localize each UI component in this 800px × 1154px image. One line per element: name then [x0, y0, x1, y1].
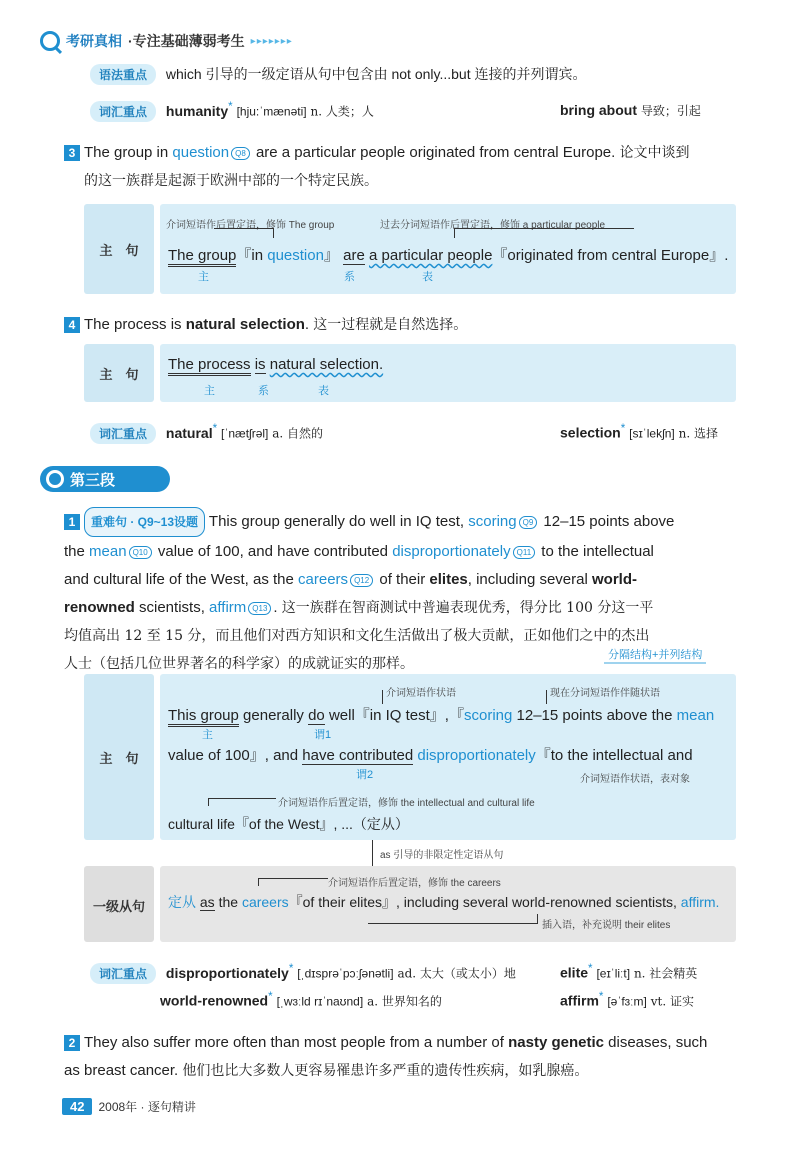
text-line [64, 1058, 744, 1084]
translation: 这一族群在智商测试中普遍表现优秀，得分比 100 分这一平 [281, 600, 654, 616]
keyword: world- [591, 571, 637, 588]
text: value of 100, and have contributed [153, 543, 393, 560]
text: The group in [84, 144, 173, 161]
annotation: 插入语，补充说明 their elites [542, 920, 671, 931]
analysis-content-cell [160, 344, 736, 402]
analysis-sentence [168, 244, 728, 265]
bracket-line [454, 228, 634, 238]
pointer-line [546, 690, 547, 704]
keyword: mean [89, 543, 127, 560]
translation: 均值高出 12 至 15 分，而且他们对西方知识和文化生活做出了极大贡献，正如他们之中的杰出 [64, 628, 650, 644]
vocab-word: affirm [560, 992, 599, 1009]
text: 『in [236, 247, 268, 264]
star-icon: * [620, 422, 626, 435]
analysis-sentence-line [168, 744, 693, 765]
bracket-line [258, 878, 328, 886]
vocab-word: bring about [560, 102, 637, 118]
vocab-word: world-renowned [160, 992, 269, 1009]
vocab-def: a. 自然的 [272, 426, 324, 441]
text: 『of their elites』, including several world-renowned scientists, [288, 894, 681, 910]
keyword: disproportionately [417, 747, 536, 764]
vocab-row-3d [560, 990, 694, 1010]
text-line [64, 539, 744, 565]
grammar-note [90, 64, 587, 85]
grammar-tag: 语法重点 [90, 64, 156, 85]
keyword: question [267, 247, 324, 264]
vocab-def: ad. 太大（或太小）地 [397, 966, 516, 981]
label-subordinate: 一级从句 [92, 899, 145, 914]
predicate: do [308, 707, 325, 724]
predicative: a particular people [369, 247, 493, 264]
sentence-4-en [64, 314, 467, 334]
text-line [64, 1030, 744, 1056]
mark-predicate-1: 谓1 [314, 729, 332, 741]
analysis-sentence-line [168, 704, 714, 725]
star-icon: * [288, 962, 294, 975]
annotation: as 引导的非限定性定语从句 [380, 850, 504, 861]
footer-title: 2008年 · 逐句精讲 [98, 1100, 196, 1114]
text: This group generally do well in IQ test, [205, 513, 469, 530]
structure-tag: 分隔结构+并列结构 [604, 646, 706, 664]
text: 『to the intellectual and [535, 747, 693, 764]
subject: This group [168, 707, 239, 727]
text: The process is [84, 316, 186, 333]
text: the [214, 894, 242, 910]
keyword: scoring [468, 513, 517, 530]
clause-marker: 定从 [168, 894, 200, 910]
translation: 他们也比大多数人更容易罹患许多严重的遗传性疾病，如乳腺癌。 [182, 1063, 589, 1079]
vocab-pron: [hju:ˈmænəti] [236, 104, 307, 119]
text: the [64, 543, 90, 560]
keyword: mean [676, 707, 715, 724]
question-marker: Q11 [513, 546, 536, 559]
bracket-line [208, 798, 276, 806]
analysis-sentence-line [168, 892, 719, 912]
vocab-pron: [ˈnætʃrəl] [221, 426, 269, 441]
keyword: renowned [64, 599, 135, 616]
vocab-tag: 词汇重点 [90, 423, 156, 444]
mark-subject: 主 [204, 385, 215, 397]
analysis-label-cell [84, 344, 154, 402]
difficulty-badge: 重难句 · Q9~13设题 [84, 507, 205, 537]
arrows-icon: ▸▸▸▸▸▸▸ [250, 35, 293, 47]
page-footer [62, 1098, 196, 1115]
text: 『originated from central Europe』. [492, 247, 729, 264]
vocab-word: natural [165, 424, 213, 441]
keyword: affirm [209, 599, 247, 616]
vocab-row-2 [90, 422, 323, 444]
vocab-word: disproportionately [165, 964, 289, 981]
vocab-def: n. 社会精英 [633, 966, 698, 981]
label-main-clause: 主 句 [99, 367, 139, 382]
question-marker: Q10 [129, 546, 152, 559]
text: diseases, such [603, 1034, 708, 1051]
analysis-content-cell [160, 674, 736, 840]
bracket-line [368, 914, 538, 924]
mark-predicate-2: 谓2 [356, 769, 374, 781]
vocab-row-3 [90, 962, 516, 984]
predicate: have contributed [302, 747, 414, 764]
analysis-sentence [168, 356, 383, 373]
sentence-4-cn: 这一过程就是自然选择。 [313, 317, 468, 333]
sentence-3-cn-a: 论文中谈到 [619, 145, 690, 161]
mark-linking: 系 [344, 271, 355, 283]
keyword: scoring [463, 707, 513, 724]
mark-predicative: 表 [422, 271, 433, 283]
bracket-line [214, 228, 274, 238]
text: value of 100』, and [168, 747, 303, 764]
vocab-word: selection [560, 424, 621, 441]
vocab-def: vt. 证实 [650, 994, 694, 1009]
star-icon: * [228, 100, 233, 113]
linking-verb: are [343, 247, 365, 264]
text: . [273, 599, 282, 616]
linking-verb: is [254, 356, 266, 373]
mark-subject: 主 [198, 271, 209, 283]
text: They also suffer more often than most people from a number of [84, 1034, 509, 1051]
text: , including several [467, 571, 592, 588]
text: 』 [323, 247, 339, 264]
brand-name: 考研真相 [66, 33, 122, 49]
p3-sentence-2 [64, 1030, 744, 1084]
annotation: 介词短语作后置定语，修饰 The group [166, 220, 335, 231]
keyword: careers [241, 894, 289, 910]
page-number: 42 [62, 1098, 92, 1115]
sentence-3-en [64, 142, 690, 162]
question-marker: Q9 [519, 516, 538, 529]
section-header [40, 466, 170, 492]
text: to the intellectual [537, 543, 654, 560]
text: scientists, [134, 599, 210, 616]
sentence-number: 1 [64, 514, 80, 530]
vocab-def: 导致；引起 [640, 104, 701, 118]
text-line [64, 595, 744, 621]
text: generally [238, 707, 309, 724]
vocab-row-1 [90, 100, 374, 122]
header-tagline: ·专注基础薄弱考生 [128, 33, 245, 49]
grammar-text: which 引导的一级定语从句中包含由 not only...but 连接的并列谓宾。 [165, 66, 587, 82]
text-line [64, 507, 744, 537]
keyword: question [172, 144, 230, 161]
sentence-number: 3 [64, 145, 80, 161]
question-marker: Q12 [350, 574, 373, 587]
text-line [64, 567, 744, 593]
relative-pronoun: as [199, 894, 215, 910]
keyword: careers [298, 571, 349, 588]
text: are a particular people originated from central Europe. [251, 144, 616, 161]
sentence-3-cn-b: 的这一族群是起源于欧洲中部的一个特定民族。 [84, 173, 378, 189]
magnifier-icon [40, 31, 60, 51]
vocab-row-2b [560, 422, 718, 442]
vocab-def: a. 世界知名的 [367, 994, 442, 1009]
vocab-pron: [eɪˈliːt] [596, 966, 631, 981]
text: of their [375, 571, 430, 588]
text: . [304, 316, 314, 333]
mark-predicative: 表 [318, 385, 329, 397]
mark-subject: 主 [202, 729, 213, 741]
subject: The process [168, 356, 251, 376]
analysis-content-cell [160, 204, 736, 294]
section-title: 第三段 [70, 471, 116, 489]
pointer-line [382, 690, 383, 704]
keyword: genetic [551, 1034, 604, 1051]
text: and cultural life of the West, as the [64, 571, 299, 588]
translation: 人士（包括几位世界著名的科学家）的成就证实的那样。 [64, 656, 414, 672]
vocab-pron: [ˌdɪsprəˈpɔːʃənətli] [297, 966, 394, 981]
question-marker: Q13 [248, 602, 271, 615]
sentence-number: 4 [64, 317, 80, 333]
vocab-tag: 词汇重点 [90, 963, 156, 984]
predicative: natural selection. [269, 356, 384, 373]
annotation: 过去分词短语作后置定语，修饰 a particular people [380, 220, 606, 231]
keyword: natural selection [185, 316, 305, 333]
vocab-tag: 词汇重点 [90, 101, 156, 122]
analysis-sentence-line: cultural life『of the West』, ...（定从） [168, 816, 409, 832]
analysis-label-cell [84, 674, 154, 840]
annotation: 现在分词短语作伴随状语 [550, 688, 660, 699]
analysis-content-cell [160, 866, 736, 942]
vocab-row-3c [160, 990, 442, 1010]
analysis-label-cell [84, 866, 154, 942]
star-icon: * [212, 422, 218, 435]
star-icon: * [588, 962, 593, 975]
analysis-label-cell [84, 204, 154, 294]
mark-linking: 系 [258, 385, 269, 397]
vocab-word: humanity [165, 102, 229, 119]
keyword: disproportionately [392, 543, 511, 560]
label-main-clause: 主 句 [99, 751, 139, 766]
star-icon: * [598, 990, 604, 1003]
vocab-def: n. 选择 [678, 426, 719, 441]
magnifier-icon [46, 470, 64, 488]
star-icon: * [268, 990, 273, 1003]
vocab-pron: [sɪˈlekʃn] [629, 426, 675, 441]
keyword: affirm. [680, 894, 720, 910]
annotation: 介词短语作状语，表对象 [580, 774, 690, 785]
page-header [40, 30, 293, 52]
text: 12–15 points above [539, 513, 675, 530]
vocab-pron: [əˈfɜːm] [607, 994, 647, 1009]
text: as breast cancer. [64, 1062, 183, 1079]
vocab-row-1b [560, 102, 701, 119]
annotation: 介词短语作后置定语，修饰 the careers [328, 878, 501, 889]
annotation: 介词短语作后置定语，修饰 the intellectual and cultural life [278, 798, 535, 809]
annotation: 介词短语作状语 [386, 688, 456, 699]
text: 12–15 points above the [512, 707, 677, 724]
question-marker: Q8 [231, 147, 250, 160]
vocab-def: n. 人类；人 [310, 104, 374, 119]
vocab-pron: [ˌwɜːld rɪˈnaʊnd] [276, 994, 364, 1009]
vocab-row-3b [560, 962, 697, 982]
vocab-word: elite [560, 964, 589, 981]
subject: The group [168, 247, 236, 267]
connector-line [372, 840, 373, 866]
sentence-number: 2 [64, 1035, 80, 1051]
keyword: elites [429, 571, 468, 588]
keyword: nasty [508, 1034, 548, 1051]
text: well『in IQ test』,『 [324, 707, 464, 724]
label-main-clause: 主 句 [99, 243, 139, 258]
